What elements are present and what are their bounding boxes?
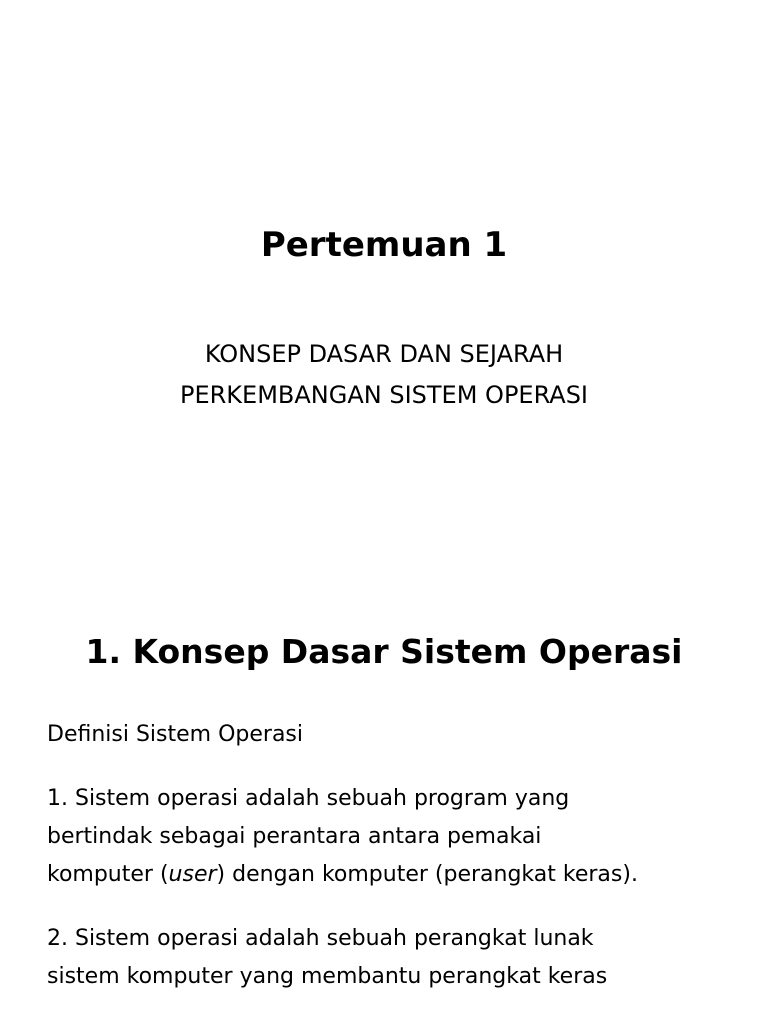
point-2-line-1: 2. Sistem operasi adalah sebuah perangkat lunak [47, 926, 594, 951]
point-1-line-1: 1. Sistem operasi adalah sebuah program yang [47, 786, 570, 811]
point-1-line-3-after: ) dengan komputer (perangkat keras). [216, 862, 638, 887]
slide-2-title: 1. Konsep Dasar Sistem Operasi [85, 632, 683, 671]
definition-heading: Definisi Sistem Operasi [47, 722, 303, 747]
slide-1-subtitle [0, 334, 768, 416]
point-1-line-3 [47, 856, 747, 894]
point-1-line-2: bertindak sebagai perantara antara pemakai [47, 824, 542, 849]
user-term: user [168, 862, 217, 887]
slide-1-title: Pertemuan 1 [260, 225, 508, 265]
point-1-line-3-before: komputer ( [47, 862, 169, 887]
subtitle-line-1: KONSEP DASAR DAN SEJARAH [204, 340, 564, 368]
subtitle-line-2: PERKEMBANGAN SISTEM OPERASI [179, 381, 589, 409]
point-2-line-2: sistem komputer yang membantu perangkat keras [47, 964, 608, 989]
definition-point-2 [47, 920, 747, 996]
definition-point-1 [47, 780, 747, 894]
slide-2-body [47, 716, 747, 996]
slide-2 [0, 576, 768, 1024]
